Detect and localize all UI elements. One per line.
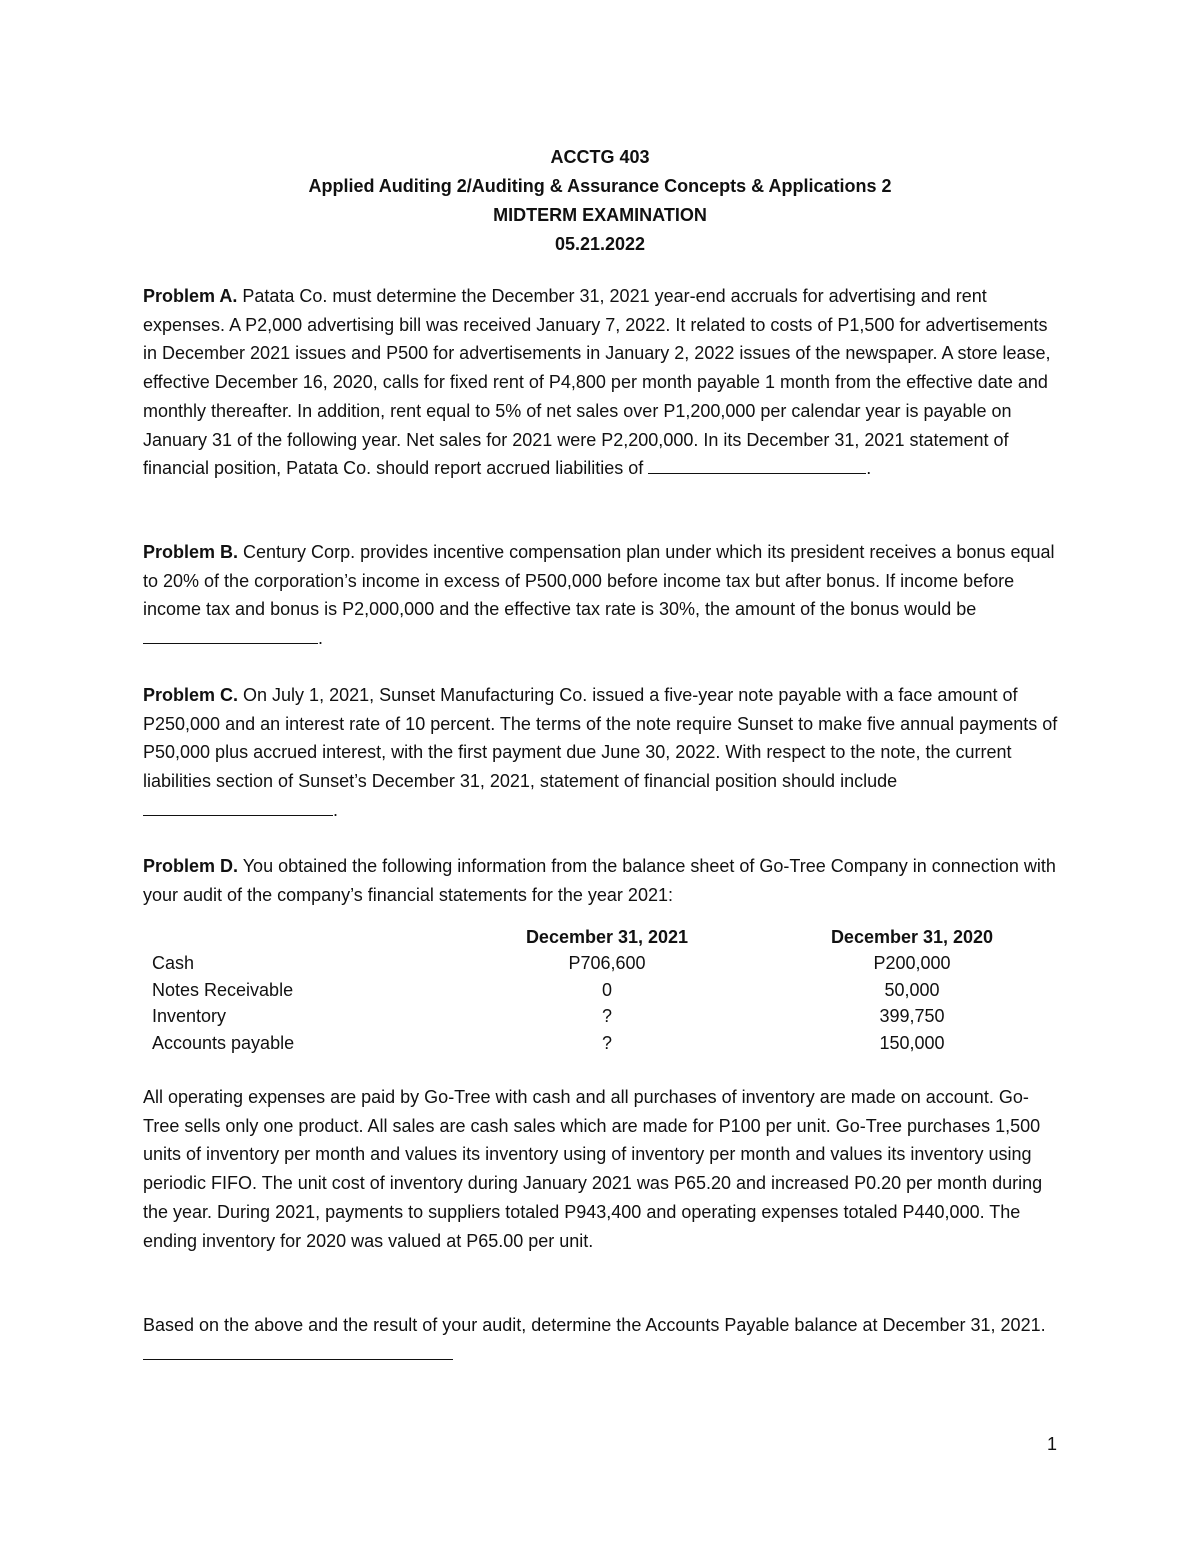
table-row: [143, 977, 1062, 1004]
problem-d: [143, 852, 1058, 909]
problem-b-label: Problem B.: [143, 542, 239, 562]
problem-c: [143, 681, 1058, 825]
value-2020: 399,750: [879, 1006, 945, 1027]
problem-a-label: Problem A.: [143, 286, 238, 306]
row-label: Inventory: [152, 1006, 227, 1027]
column-header: December 31, 2021: [525, 926, 689, 947]
table-header-row: [143, 924, 1062, 951]
value-2020: P200,000: [873, 953, 951, 974]
column-header: [143, 924, 452, 951]
problem-d-details: [143, 1083, 1058, 1255]
value-2021: ?: [601, 1006, 612, 1027]
answer-blank: [648, 455, 866, 474]
value-2021: 0: [601, 979, 612, 1000]
problem-b: [143, 538, 1058, 653]
problem-d-question: [143, 1311, 1058, 1368]
problem-a-end: .: [866, 458, 872, 479]
table-row: [143, 1004, 1062, 1031]
table-row: [143, 1030, 1062, 1057]
row-label: Cash: [152, 953, 195, 974]
problem-c-text: On July 1, 2021, Sunset Manufacturing Co. issued a five-year note payable with a face amount of P250,000 and an interest rate of 10 percent. The terms of the note require Sunset to make five annual payments of P50,000 plus accrued interest, with the first payment due June 30, 2022. With respect to the note, the current liabilities section of Sunset’s December 31, 2021, statement of financial position should include: [143, 685, 1058, 792]
problem-b-text: Century Corp. provides incentive compensation plan under which its president receives a bonus equal to 20% of the corporation’s income in excess of P500,000 before income tax but after bonus. If income before income tax and bonus is P2,000,000 and the effective tax rate is 30%, the amount of the bonus would be: [143, 542, 1055, 620]
answer-blank: [143, 1341, 453, 1360]
answer-blank: [143, 625, 318, 644]
value-2020: 50,000: [884, 979, 940, 1000]
value-2021: P706,600: [568, 953, 646, 974]
table-row: [143, 951, 1062, 978]
value-2021: ?: [601, 1032, 612, 1053]
exam-date: 05.21.2022: [554, 234, 646, 254]
page-number: 1: [1046, 1434, 1057, 1454]
problem-c-end: .: [333, 799, 339, 820]
row-label: Notes Receivable: [152, 979, 294, 1000]
value-2020: 150,000: [879, 1032, 945, 1053]
problem-d-label: Problem D.: [143, 856, 239, 876]
exam-title: MIDTERM EXAMINATION: [493, 205, 707, 225]
problem-d-question-text: Based on the above and the result of your audit, determine the Accounts Payable balance at December 31, 2021.: [143, 1315, 1046, 1335]
course-code: ACCTG 403: [550, 147, 650, 167]
column-header: December 31, 2020: [830, 926, 994, 947]
course-title: Applied Auditing 2/Auditing & Assurance Concepts & Applications 2: [308, 176, 892, 196]
problem-a: [143, 282, 1058, 483]
exam-header: [0, 143, 1200, 259]
row-label: Accounts payable: [152, 1032, 295, 1053]
problem-b-end: .: [318, 628, 324, 649]
problem-d-text: You obtained the following information from the balance sheet of Go-Tree Company in connection with your audit of the company’s financial statements for the year 2021:: [143, 856, 1056, 905]
problem-c-label: Problem C.: [143, 685, 239, 705]
problem-a-text: Patata Co. must determine the December 31, 2021 year-end accruals for advertising and rent expenses. A P2,000 advertising bill was received January 7, 2022. It related to costs of P1,500 for advertisements in December 2021 issues and P500 for advertisements in January 2, 2022 issues of the newspaper. A store lease, effective December 16, 2020, calls for fixed rent of P4,800 per month payable 1 month from the effective date and monthly thereafter. In addition, rent equal to 5% of net sales over P1,200,000 per calendar year is payable on January 31 of the following year. Net sales for 2021 were P2,200,000. In its December 31, 2021 statement of financial position, Patata Co. should report accrued liabilities of: [143, 286, 1051, 479]
problem-d-paragraph: All operating expenses are paid by Go-Tree with cash and all purchases of inventory are made on account. Go-Tree sells only one product. All sales are cash sales which are made for P100 per unit. Go-Tree purchases 1,500 units of inventory per month and values its inventory using of inventory per month and values its inventory using periodic FIFO. The unit cost of inventory during January 2021 was P65.20 and increased P0.20 per month during the year. During 2021, payments to suppliers totaled P943,400 and operating expenses totaled P440,000. The ending inventory for 2020 was valued at P65.00 per unit.: [143, 1087, 1043, 1251]
balance-sheet-table: [143, 924, 1062, 1057]
answer-blank: [143, 797, 333, 816]
